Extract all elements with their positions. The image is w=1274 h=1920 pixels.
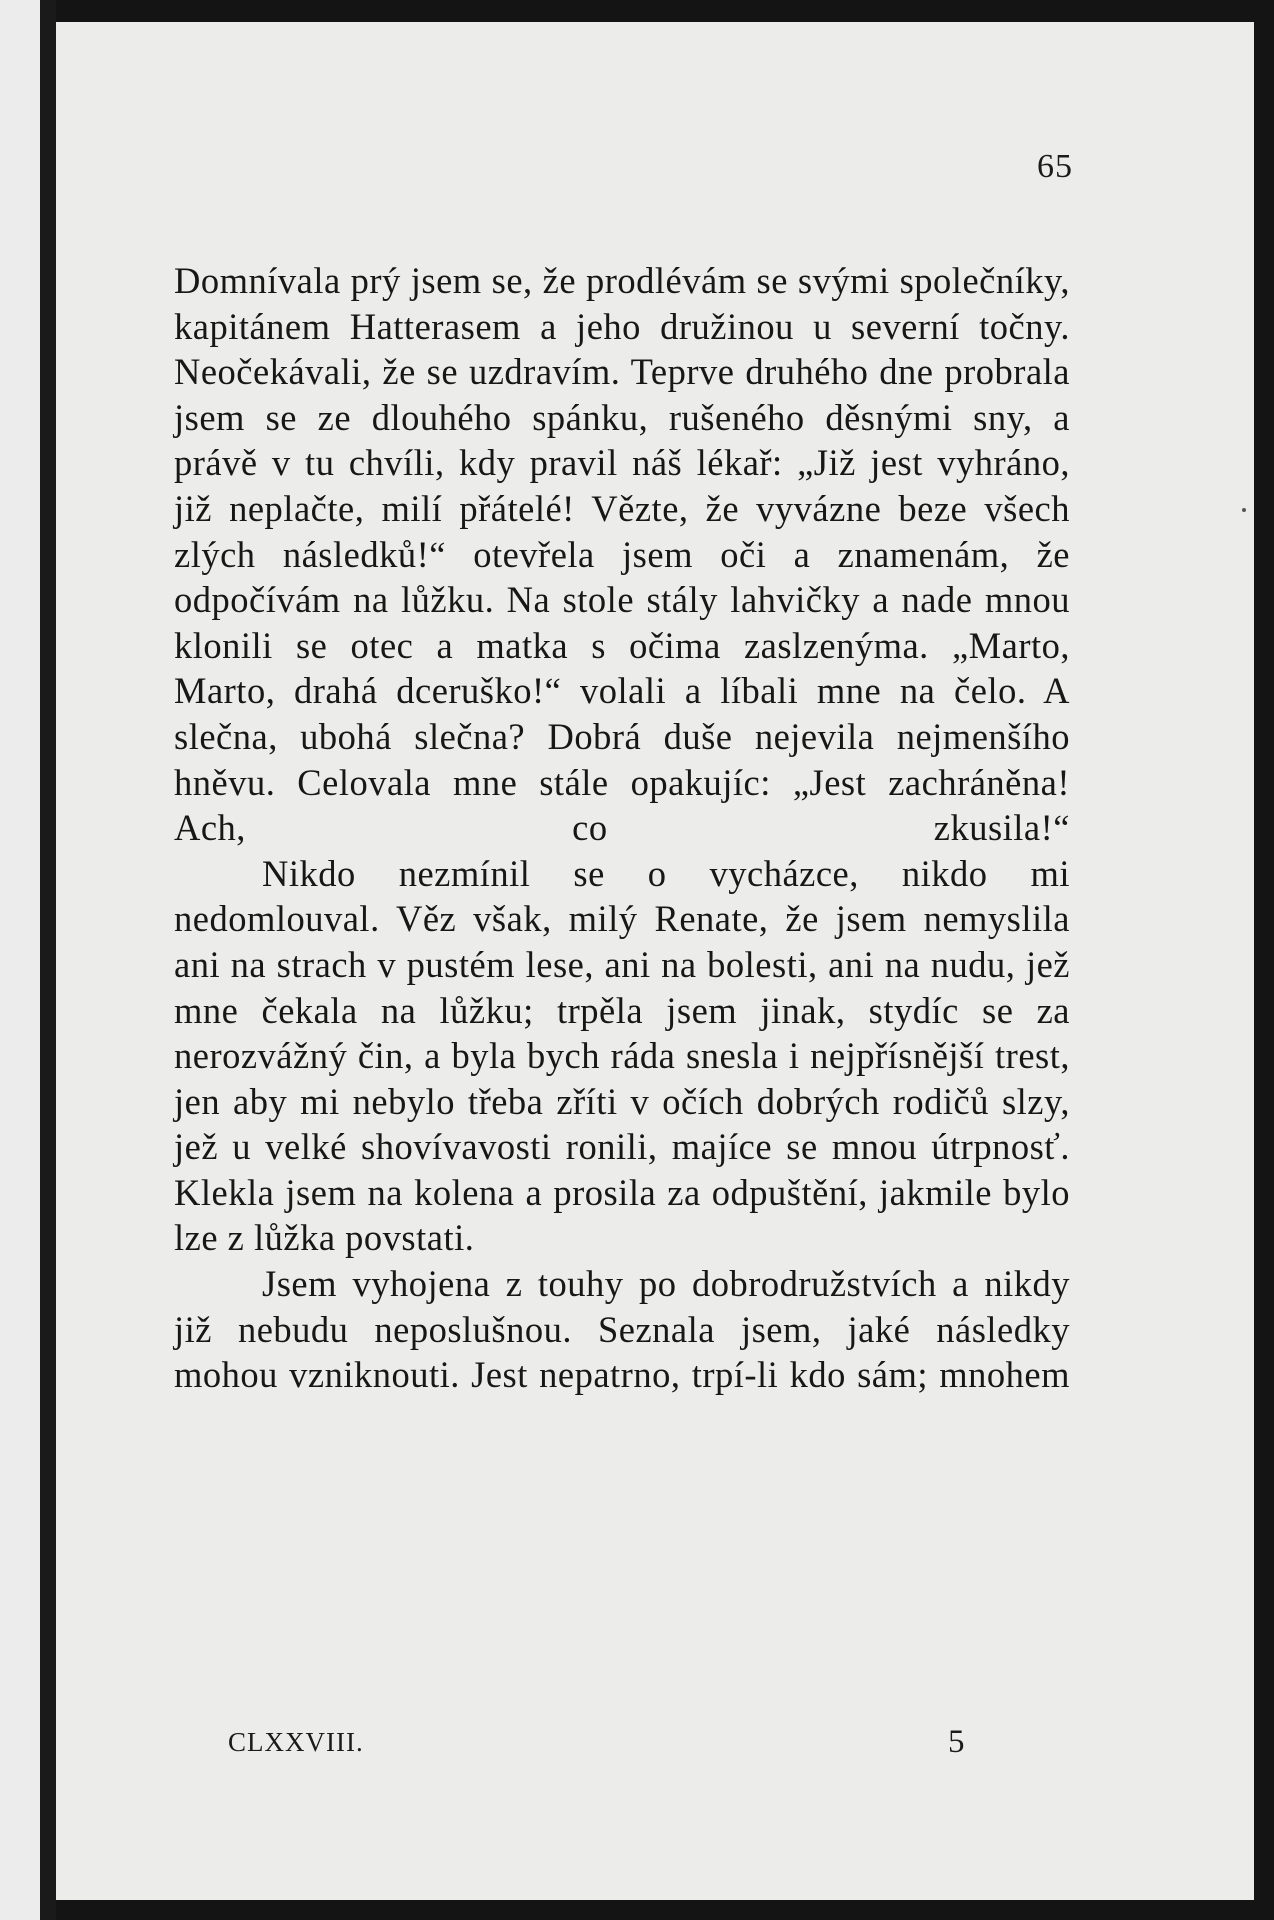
adjacent-page-edge — [0, 0, 40, 1920]
scan-gutter — [40, 0, 56, 1920]
paragraph-1: Domnívala prý jsem se, že prodlévám se svými společníky, kapitánem Hatterasem a jeho družinou u severní točny. Neočekávali, že se uzdravím. Teprve druhého dne probrala jsem se ze dlouhého spánku, rušeného děsnými sny, a právě v tu chvíli, kdy pravil náš lékař: „Již jest vyhráno, již neplačte, milí přátelé! Vězte, že vyvázne beze všech zlých následků!“ otevřela jsem oči a znamenám, že odpočívám na lůžku. Na stole stály lahvičky a nade mnou klonili se otec a matka s očima zaslzenýma. „Marto, Marto, drahá dceruško!“ volali a líbali mne na čelo. A slečna, ubohá slečna? Dobrá duše nejevila nejmenšího hněvu. Celovala mne stále opakujíc: „Jest zachráněna! Ach, co zkusila!“ — [174, 260, 1070, 849]
book-page — [56, 22, 1254, 1900]
scan-speck — [1242, 508, 1246, 512]
paragraph-3: Jsem vyhojena z touhy po dobrodružstvích a nikdy již nebudu neposlušnou. Seznala jsem, jaké následky mohou vzniknouti. Jest nepatrno, trpí-li kdo sám; mnohem — [174, 1263, 1070, 1396]
page-number: 65 — [1037, 148, 1073, 185]
paragraph-2: Nikdo nezmínil se o vycházce, nikdo mi nedomlouval. Věz však, milý Renate, že jsem nemyslila ani na strach v pustém lese, ani na bolesti, ani na nudu, jež mne čekala na lůžku; trpěla jsem jinak, stydíc se za nerozvážný čin, a byla bych ráda snesla i nejpřísnější trest, jen aby mi nebylo třeba zříti v očích dobrých rodičů slzy, jež u velké shovívavosti ronili, majíce se mnou útrpnosť. Klekla jsem na kolena a prosila za odpuštění, jakmile bylo lze z lůžka povstati. — [174, 852, 1070, 1259]
footer-signature-number: 5 — [948, 1724, 965, 1760]
page-text — [174, 258, 1070, 1398]
footer-signature: CLXXVIII. — [228, 1727, 364, 1757]
